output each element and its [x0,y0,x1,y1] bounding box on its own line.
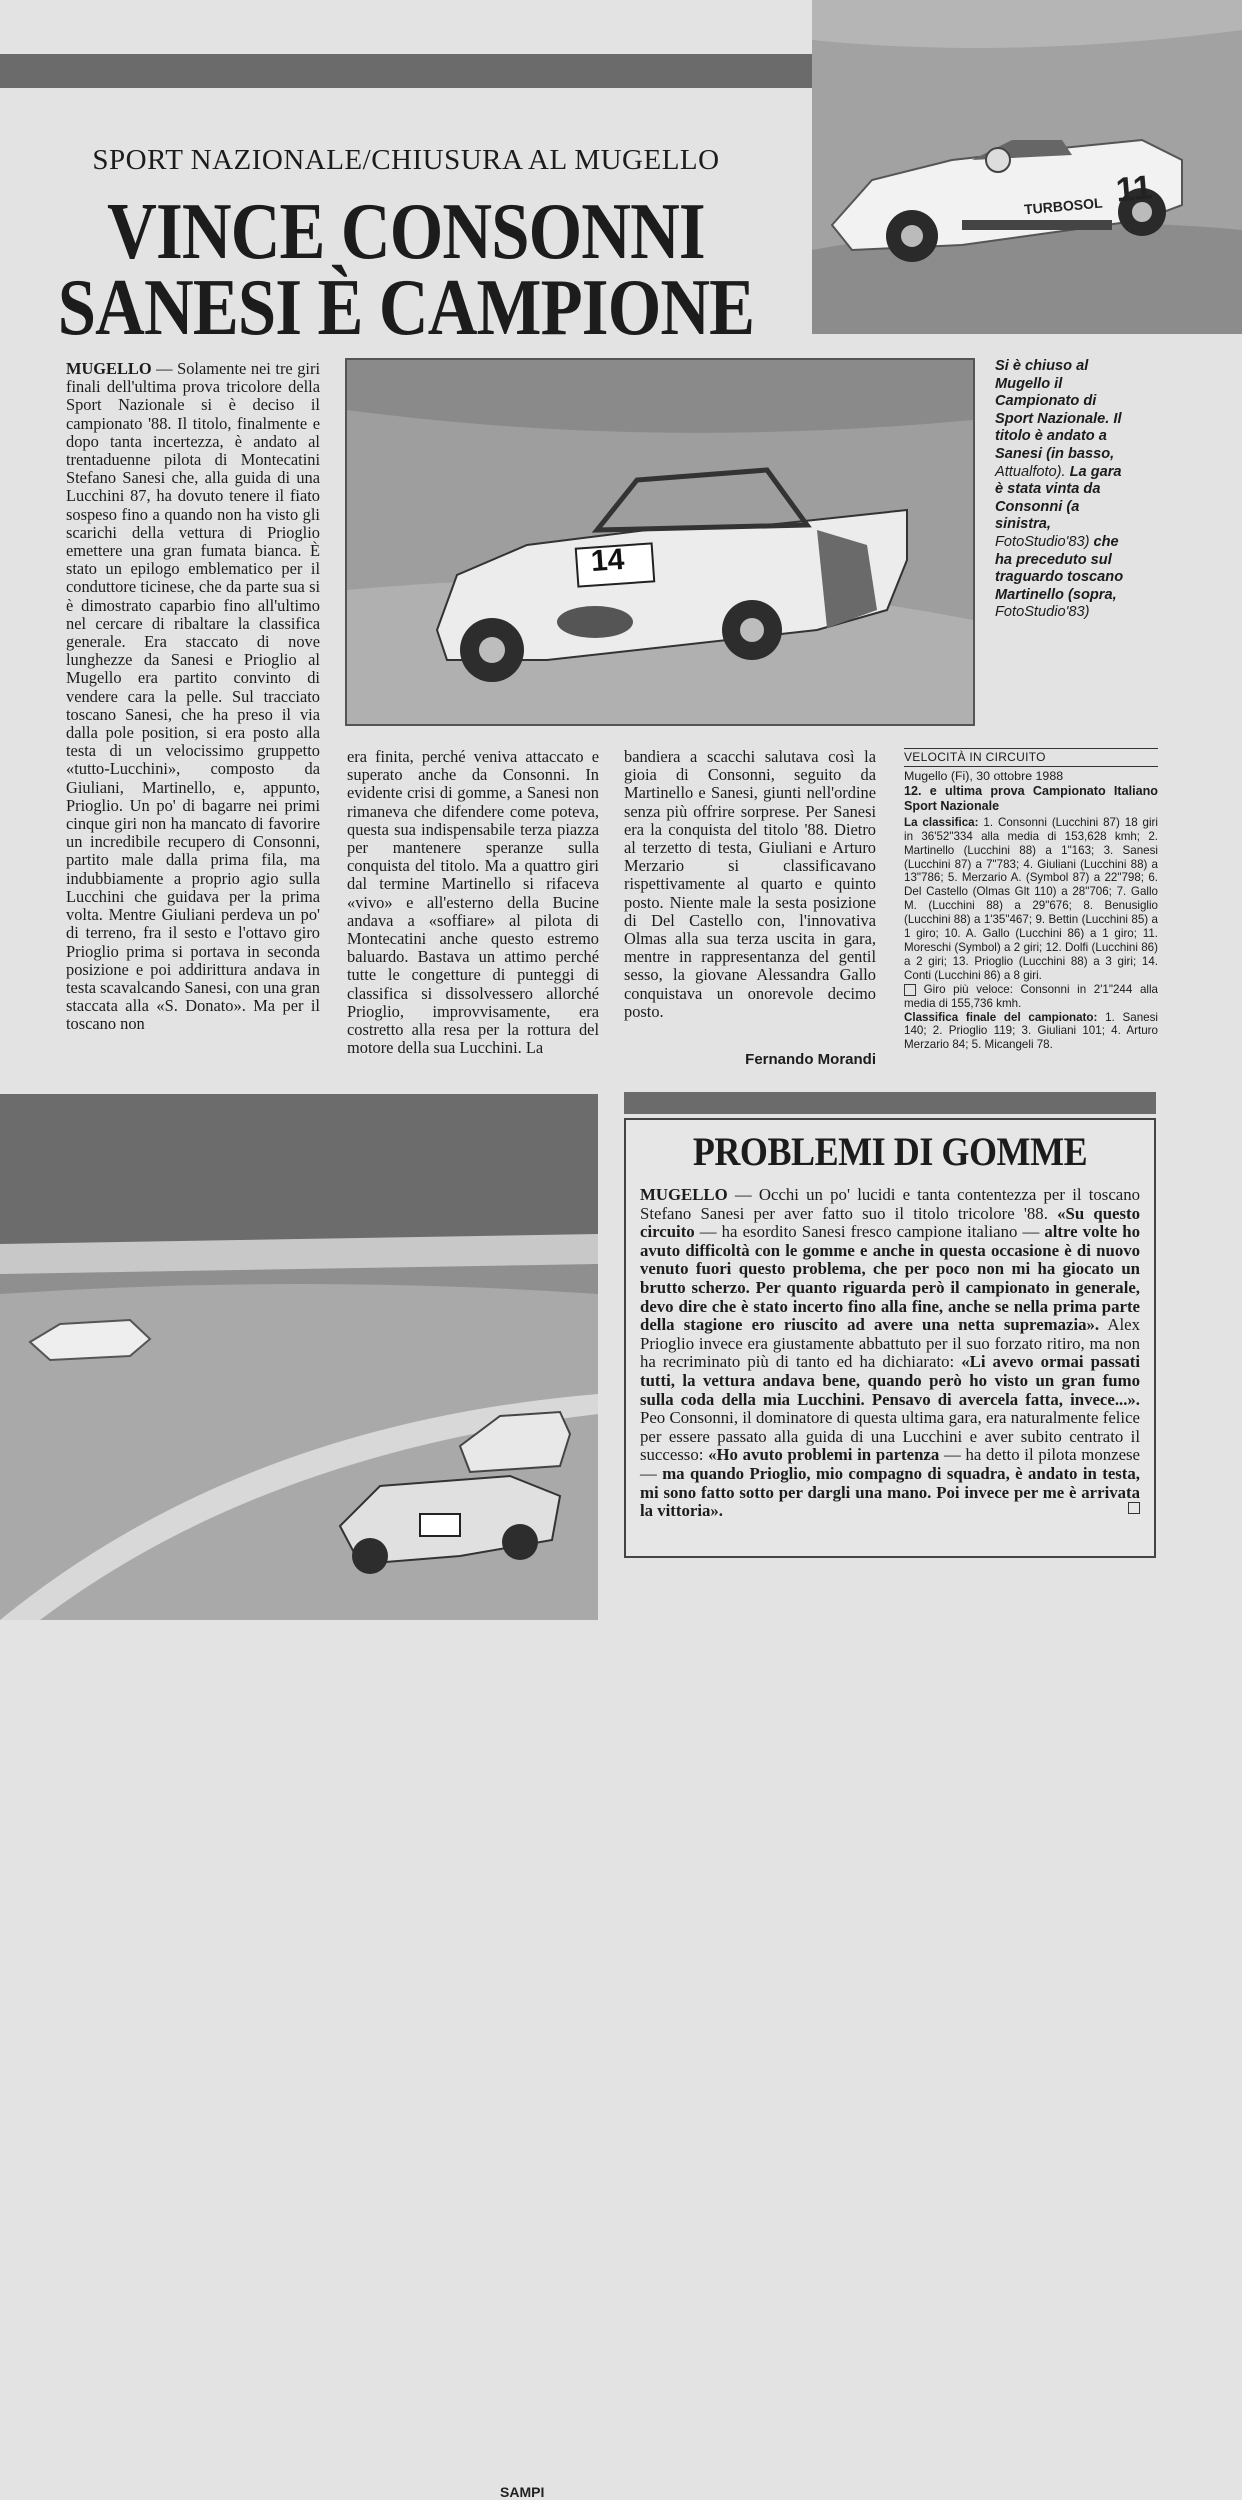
photo-top-right-image [812,0,1242,334]
results-heading: VELOCITÀ IN CIRCUITO [904,748,1158,767]
end-of-article-icon [1128,1502,1140,1514]
box-text-2: — ha esordito Sanesi fresco campione italiano — [694,1222,1045,1242]
box-quote-5: ma quando Prioglio, mio compagno di squadra, è andato in testa, mi sono fatto sotto per dargli una mano. Poi invece per me è arrivata la vittoria». [640,1463,1140,1521]
top-car-sponsor: TURBOSOL [1023,194,1104,218]
caption-credit-2: FotoStudio'83) [995,533,1090,550]
box-text-5: — ha detto il pilota monzese — [640,1445,1140,1483]
header-bar [0,54,812,88]
box-text-4: Peo Consonni, il dominatore di questa ultima gara, era naturalmente felice per essere passato alla guida di una Lucchini e aver subito centrato il successo: [640,1408,1140,1465]
article-col1 [66,360,320,1034]
top-car-number: 11 [1114,168,1154,210]
results-date: Mugello (Fi), 30 ottobre 1988 [904,768,1064,783]
box-quote-2: altre volte ho avuto difficoltà con le gomme e anche in questa occasione è di nuovo venuto fuori questo problema, che per poco non mi ha giocato un brutto scherzo. Per quanto riguarda però il campionato in generale, devo dire che è stato incerto fino alla fine, anche se nella prima parte della stagione ero riuscito ad avere una netta supremazia». [640,1222,1140,1335]
headline-line1: VINCE CONSONNI [107,188,705,276]
caption-text-2: La gara è stata vinta da Consonni (a sinistra, [995,463,1122,533]
article-byline: Fernando Morandi [745,1051,876,1068]
kicker: SPORT NAZIONALE/CHIUSURA AL MUGELLO [92,144,720,176]
sidebar-box-bar [624,1092,1156,1114]
caption-text-3: che ha preceduto sul traguardo toscano Martinello (sopra, [995,533,1124,603]
results-lap-text: Giro più veloce: Consonni in 2'1"244 alla media di 155,736 kmh. [904,982,1158,1010]
photo-bottom-left [0,1094,598,2500]
sidebar-box-title: PROBLEMI DI GOMME [692,1129,1088,1174]
results-class-text: 1. Consonni (Lucchini 87) 18 giri in 36'52"334 alla media di 153,628 kmh; 2. Martinello (Lucchini 88) a 1"163; 3. Sanesi (Lucchini 87) a 7"783; 4. Giuliani (Lucchini 88) a 13"786; 5. Merzario A. (Symbol 87) a 22"798; 6. Del Castello (Olmas Glt 110) a 28"706; 7. Gallo M. (Lucchini 88) a 29"676; 8. Benusiglio (Lucchini 88) a 1'35"467; 9. Bettin (Lucchini 85) a 1 giro; 10. A. Gallo (Lucchini 86) a 1 giro; 11. Moreschi (Symbol) a 2 giri; 12. Dolfi (Lucchini 86) a 2 giri; 13. Prioglio (Lucchini 88) a 3 giri; 14. Conti (Lucchini 86) a 8 giri. [904,815,1158,982]
caption-text-1: Si è chiuso al Mugello il Campionato di Sport Nazionale. Il titolo è andato a Sanesi (in basso, [995,358,1122,462]
caption-credit-3: FotoStudio'83) [995,604,1090,621]
article-col2 [347,748,599,1057]
box-dateline: MUGELLO [640,1185,728,1204]
sidebar-box-text [640,1186,1140,1521]
article-col2-text: era finita, perché veniva attaccato e superato anche da Consonni. In evidente crisi di gomme, a Sanesi non rimaneva che difendere come poteva, questa sua indispensabile terza piazza per mantenere speranze sulla conquista del titolo. Ma a quattro giri dal termine Martinello si rifaceva «vivo» e all'esterno della Bucine andava a «soffiare» al pilota di Montecatini anche questo estremo baluardo. Bastava un attimo perché tutte le congetture di punteggi di classifica si dissolvessero allorché Prioglio, improvvisamente, era costretto alla resa per la rottura del motore della sua Lucchini. La [347,747,599,1058]
photo-top-right [812,0,1242,334]
photo-caption [995,358,1127,622]
bottom-car-sponsor: SAMPI [500,2484,545,2500]
results-final-text: 1. Sanesi 140; 2. Prioglio 119; 3. Giuliani 101; 4. Arturo Merzario 84; 5. Micangeli 78. [904,1010,1158,1052]
article-col3-text: bandiera a scacchi salutava così la gioia di Consonni, seguito da Martinello e Sanesi, giunti nell'ordine senza più offrire sorprese. Per Sanesi era la conquista del titolo '88. Dietro al terzetto di testa, Giuliani e Arturo Merzario si classificavano rispettivamente al quarto e quinto posto. Niente male la sesta posizione di Del Castello con, l'innovativa Olmas alla sua terza uscita in gara, mentre in rappresentanza del gentil sesso, la giovane Alessandra Gallo conquistava un onorevole decimo posto. [624,747,876,1021]
results-race: 12. e ultima prova Campionato Italiano Sport Nazionale [904,783,1158,813]
box-text-3: Alex Prioglio invece era giustamente abbattuto per il suo forzato ritiro, ma non ha recriminato più di tanto ed ha dichiarato: [640,1315,1141,1372]
results-classification [904,816,1158,983]
photo-bottom-left-image [0,1094,598,1620]
caption-credit-1: Attualfoto). [995,463,1066,480]
sidebar-box [624,1118,1156,1558]
box-quote-1: «Su questo circuito [640,1203,1140,1242]
results-fastest-lap [904,983,1158,1011]
results-panel [904,748,1158,1052]
square-bullet-icon [904,984,916,996]
center-car-number: 14 [589,542,626,579]
article-dateline: MUGELLO [66,359,152,378]
box-text-1: — Occhi un po' lucidi e tanta contentezza per il toscano Stefano Sanesi per aver fatto suo il titolo tricolore '88. [640,1185,1140,1223]
photo-center [347,360,973,724]
article-col3 [624,748,876,1021]
box-quote-4: «Ho avuto problemi in partenza [708,1445,940,1465]
results-class-label: La classifica: [904,815,979,829]
article-col1-text: — Solamente nei tre giri finali dell'ultima prova tricolore della Sport Nazionale si è deciso il campionato '88. Il titolo, finalmente e dopo tanta incertezza, è andato al trentaduenne pilota di Montecatini Stefano Sanesi che, alla guida di una Lucchini 87, ha dovuto tenere il fiato sospeso fino a quando non ha visto gli scarichi della vettura di Prioglio emettere una gran fumata bianca. È stato un epilogo emblematico per il conduttore ticinese, che da parte sua si è dimostrato caparbio fino all'ultimo nel cercare di ribaltare la classifica generale. Era staccato di nove lunghezze da Sanesi e Prioglio al Mugello era partito convinto di vendere cara la pelle. Sul tracciato toscano Sanesi, che ha preso il via dalla pole position, si era posto alla testa di un velocissimo gruppetto «tutto-Lucchini», composto da Giuliani, Martinello, e, appunto, Prioglio. Un po' di bagarre nei primi cinque giri non ha mancato di favorire un incredibile recupero di Consonni, partito male dalla prima fila, ma indubbiamente a proprio agio sulla Lucchini che guidava per la prima volta. Mentre Giuliani perdeva un po' di terreno, fra il sesto e l'ottavo giro Prioglio prima si portava in seconda posizione e poi addirittura andava in testa scavalcando Sanesi, con una gran staccata alla «S. Donato». Ma per il toscano non [66,359,320,1034]
results-final [904,1011,1158,1053]
headline-line2: SANESI È CAMPIONE [57,264,755,352]
results-final-label: Classifica finale del campionato: [904,1010,1098,1024]
photo-center-image [347,360,973,724]
box-quote-3: «Li avevo ormai passati tutti, la vettura andava bene, quando però ho visto un gran fumo sulla coda della mia Lucchini. Pensavo di avercela fatta, invece...». [640,1352,1140,1409]
